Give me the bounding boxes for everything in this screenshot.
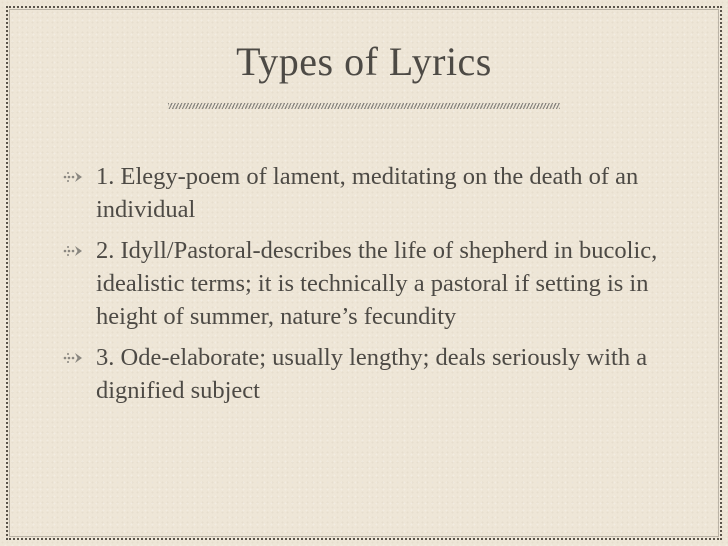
title-underline <box>168 103 560 109</box>
slide-title: Types of Lyrics <box>236 39 492 84</box>
bullet-item <box>62 341 682 407</box>
dotted-arrow-icon <box>62 170 86 184</box>
dotted-arrow-icon <box>62 351 86 365</box>
bullet-item <box>62 160 682 226</box>
bullet-text: 1. Elegy-poem of lament, meditating on the death of an individual <box>96 163 639 223</box>
bullet-list <box>62 160 682 415</box>
bullet-text: 2. Idyll/Pastoral-describes the life of shepherd in bucolic, idealistic terms; it is technically a pastoral if setting is in height of summer, nature’s fecundity <box>96 237 658 330</box>
bullet-item <box>62 234 682 333</box>
dotted-arrow-icon <box>62 244 86 258</box>
bullet-text: 3. Ode-elaborate; usually lengthy; deals seriously with a dignified subject <box>96 344 648 404</box>
